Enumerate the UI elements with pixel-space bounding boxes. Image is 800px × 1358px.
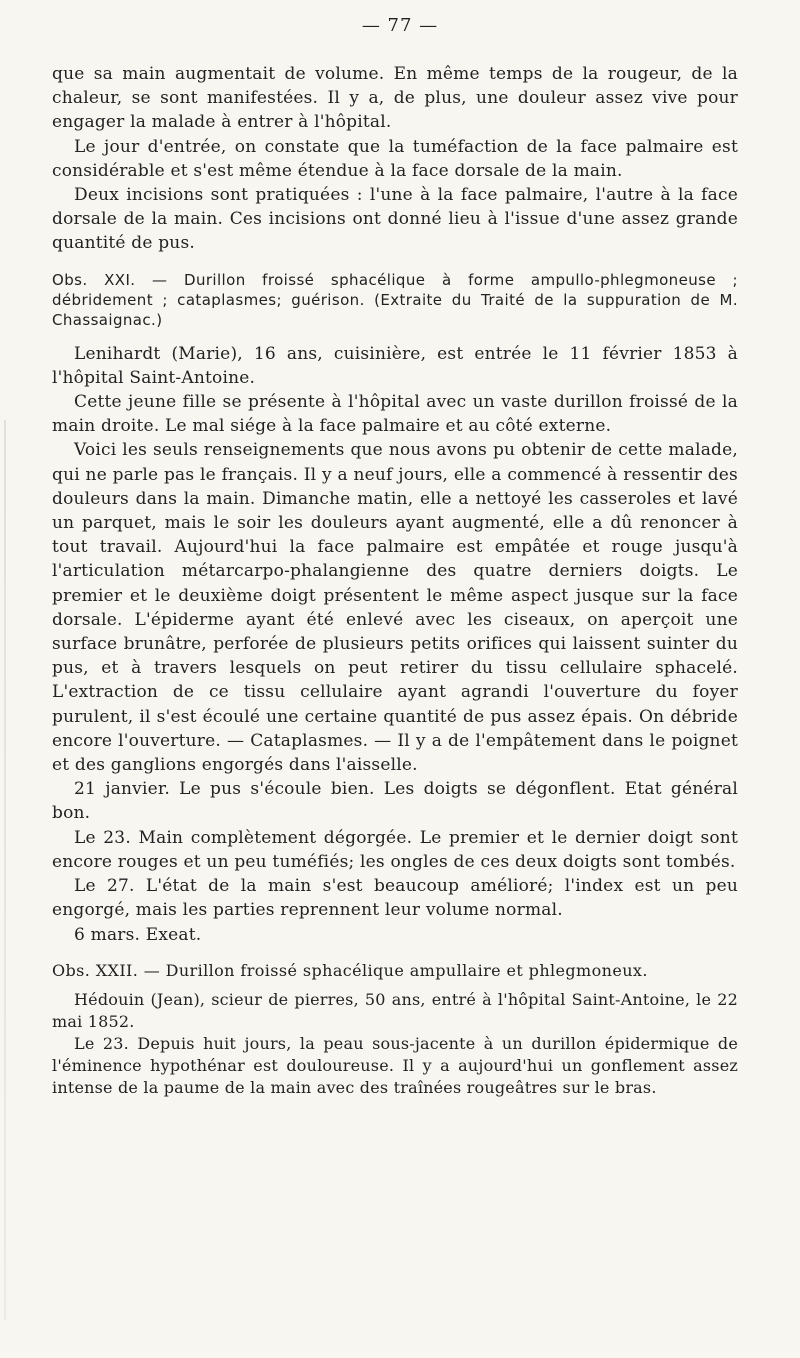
paragraph: 6 mars. Exeat. <box>74 924 202 945</box>
paragraph: Le jour d'entrée, on constate que la tuméfaction de la face palmaire est considérable et s'est même étendue à la face dorsale de la main. <box>52 136 738 181</box>
page-edge-shadow <box>4 420 6 1320</box>
paragraph: Voici les seuls renseignements que nous avons pu obtenir de cette malade, qui ne parle pas le français. Il y a neuf jours, elle a commencé à ressentir des douleurs dans la main. Dimanche matin, elle a nettoyé les casseroles et lavé un parquet, mais le soir les douleurs ayant augmenté, elle a dû renoncer à tout travail. Aujourd'hui la face palmaire est empâtée et rouge jusqu'à l'articulation métarcarpo-phalangienne des quatre derniers doigts. Le premier et le deuxième doigt présentent le même aspect jusque sur la face dorsale. L'épiderme ayant été enlevé avec les ciseaux, on aperçoit une surface brunâtre, perforée de plusieurs petits orifices qui laissent suinter du pus, et à travers lesquels on peut retirer du tissu cellulaire sphacelé. L'extraction de ce tissu cellulaire ayant agrandi l'ouverture du foyer purulent, il s'est écoulé une certaine quantité de pus assez épais. On débride encore l'ouverture. — Cataplasmes. — Il y a de l'empâtement dans le poignet et des ganglions engorgés dans l'aisselle. <box>52 440 738 776</box>
paragraph: Lenihardt (Marie), 16 ans, cuisinière, est entrée le 11 février 1853 à l'hôpital Saint-Antoine. <box>52 343 738 388</box>
paragraph: 21 janvier. Le pus s'écoule bien. Les doigts se dégonflent. Etat général bon. <box>52 779 738 824</box>
paragraph: Hédouin (Jean), scieur de pierres, 50 ans, entré à l'hôpital Saint-Antoine, le 22 mai 1852. <box>52 989 738 1031</box>
paragraph: Deux incisions sont pratiquées : l'une à la face palmaire, l'autre à la face dorsale de la main. Ces incisions ont donné lieu à l'issue d'une assez grande quantité de pus. <box>52 185 738 254</box>
paragraph: Le 27. L'état de la main s'est beaucoup amélioré; l'index est un peu engorgé, mais les parties reprennent leur volume normal. <box>52 876 738 921</box>
paragraph: que sa main augmentait de volume. En même temps de la rougeur, de la chaleur, se sont manifestées. Il y a, de plus, une douleur assez vive pour engager la malade à entrer à l'hôpital. <box>52 64 738 133</box>
paragraph: Cette jeune fille se présente à l'hôpital avec un vaste durillon froissé de la main droite. Le mal siége à la face palmaire et au côté externe. <box>52 392 738 437</box>
paragraph: Le 23. Depuis huit jours, la peau sous-jacente à un durillon épidermique de l'éminence hypothénar est douloureuse. Il y a aujourd'hui un gonflement assez intense de la paume de la main avec des traînées rougeâtres sur le bras. <box>52 1033 738 1097</box>
page-content <box>52 62 738 1099</box>
page-number: — 77 — <box>361 15 439 36</box>
paragraph: Le 23. Main complètement dégorgée. Le premier et le dernier doigt sont encore rouges et un peu tuméfiés; les ongles de ces deux doigts sont tombés. <box>52 827 738 872</box>
observation-heading-21: Obs. XXI. — Durillon froissé sphacélique à forme ampullo-phlegmoneuse ; débridement ; cataplasmes; guérison. (Extraite du Traité de la suppuration de M. Chassaignac.) <box>52 270 738 329</box>
observation-heading-22: Obs. XXII. — Durillon froissé sphacélique ampullaire et phlegmoneux. <box>52 960 648 980</box>
